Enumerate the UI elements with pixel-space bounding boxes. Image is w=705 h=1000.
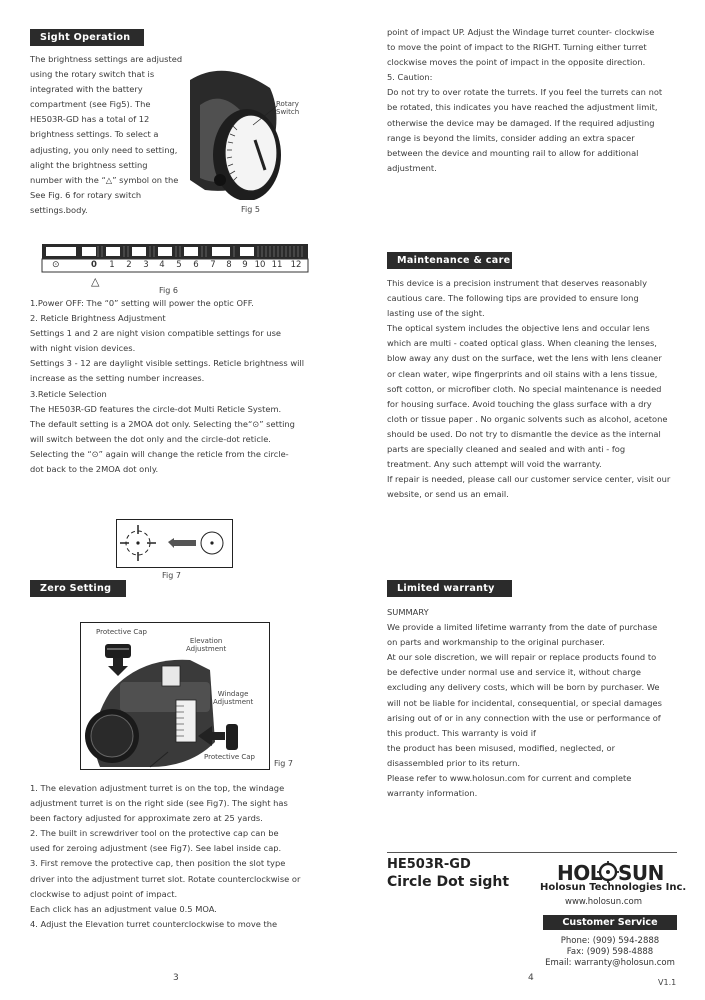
fig6-scale-number: 2	[126, 260, 132, 270]
text-line: to move the point of impact to the RIGHT. Turning either turret	[387, 42, 647, 53]
text-line: settings.body.	[30, 204, 88, 215]
text-line: alight the brightness setting	[30, 159, 148, 170]
fig6-scale-number: 0	[91, 260, 97, 270]
text-line: lasting use of the sight.	[387, 308, 485, 319]
customer-service-fax: Fax: (909) 598-4888	[566, 947, 654, 957]
text-line: Each click has an adjustment value 0.5 MOA.	[30, 903, 217, 914]
text-line: be defective under normal use and service it, without charge	[387, 667, 641, 678]
text-line: integrated with the battery	[30, 84, 143, 95]
fig5-caption: Fig 5	[241, 205, 260, 214]
text-line: driver into the adjustment turret slot. Rotate counterclockwise or	[30, 873, 301, 884]
text-line: point of impact UP. Adjust the Windage turret counter- clockwise	[387, 27, 655, 37]
fig5-rotary-switch-illustration	[185, 60, 305, 200]
text-line: adjustment.	[387, 162, 437, 173]
protective-cap-top-label: Protective Cap	[96, 628, 147, 636]
text-line: between the device and mounting rail to allow for additional	[387, 147, 639, 158]
text-line: 3.Reticle Selection	[30, 388, 107, 399]
text-line: The HE503R-GD features the circle-dot Multi Reticle System.	[30, 403, 282, 414]
continued-paragraph	[387, 25, 662, 176]
fig6-off-symbol: ⊙	[52, 260, 60, 270]
text-line: the product has been misused, modified, neglected, or	[387, 742, 616, 753]
text-line: Settings 1 and 2 are night vision compatible settings for use	[30, 328, 281, 339]
windage-adjustment-label: Windage Adjustment	[213, 690, 254, 706]
text-line: Settings 3 - 12 are daylight visible settings. Reticle brightness will	[30, 358, 305, 369]
fig6-scale-number: 11	[271, 260, 283, 270]
text-line: cloth or tissue paper . No organic solvents such as alcohol, acetone	[387, 413, 668, 424]
text-line: Selecting the “⊙” again will change the reticle from the circle-	[30, 448, 289, 459]
text-line: 1. The elevation adjustment turret is on the top, the windage	[30, 783, 285, 793]
text-line: will switch between the dot only and the circle-dot reticle.	[30, 433, 271, 444]
text-line: clockwise to adjust point of impact.	[30, 888, 178, 899]
text-line: warranty information.	[387, 788, 478, 799]
fig6-scale-number: 3	[143, 260, 149, 270]
text-line: We provide a limited lifetime warranty from the date of purchase	[387, 622, 658, 633]
fig5-rotary-switch-label: Rotary Switch	[276, 100, 300, 116]
text-line: If repair is needed, please call our customer service center, visit our	[387, 474, 671, 485]
zero-setting-paragraph	[30, 781, 300, 932]
fig6-scale-number: 12	[290, 260, 302, 270]
page-number-right: 4	[528, 973, 534, 983]
fig6-caption: Fig 6	[159, 286, 178, 295]
protective-cap-bottom-label: Protective Cap	[204, 753, 255, 761]
text-line: number with the “△” symbol on the	[30, 174, 179, 185]
text-line: with night vision devices.	[30, 343, 136, 354]
text-line: 1.Power OFF: The “0” setting will power the optic OFF.	[30, 298, 254, 308]
settings-paragraph	[30, 296, 304, 477]
customer-service-phone: Phone: (909) 594-2888	[560, 936, 660, 946]
sight-operation-header: Sight Operation	[30, 29, 144, 46]
fig6-scale-number: 10	[254, 260, 266, 270]
limited-warranty-header: Limited warranty	[387, 580, 512, 597]
text-line: 3. First remove the protective cap, then position the slot type	[30, 858, 286, 869]
maintenance-header: Maintenance & care	[387, 252, 512, 269]
text-line: blow away any dust on the surface, wet the lens with lens cleaner	[387, 353, 662, 364]
fig6-scale-number: 5	[176, 260, 182, 270]
text-line: been factory adjusted for approximate zero at 25 yards.	[30, 813, 263, 824]
holosun-logo	[556, 860, 666, 884]
text-line: will not be liable for incidental, consequential, or special damages	[387, 697, 662, 708]
text-line: dot back to the 2MOA dot only.	[30, 464, 159, 475]
page-number-left: 3	[173, 973, 179, 983]
fig7-top-caption: Fig 7	[162, 571, 181, 580]
fig6-scale-number: 1	[109, 260, 115, 270]
fig6-scale-number: 6	[193, 260, 199, 270]
text-line: parts are specially cleaned and sealed and with anti - fog	[387, 444, 626, 455]
text-line: or clean water, wipe fingerprints and oil stains with a lens tissue,	[387, 368, 658, 379]
text-line: Please refer to www.holosun.com for current and complete	[387, 773, 632, 784]
text-line: otherwise the device may be damaged. If the required adjusting	[387, 117, 655, 128]
text-line: which are multi - coated optical glass. When cleaning the lenses,	[387, 338, 657, 349]
text-line: for housing surface. Avoid touching the glass surface with a dry	[387, 398, 652, 409]
footer-divider	[387, 852, 677, 853]
warranty-paragraph	[387, 605, 662, 801]
company-website: www.holosun.com	[565, 897, 642, 907]
fig6-scale-number: 9	[242, 260, 248, 270]
fig6-number-row	[40, 259, 310, 272]
fig6-pointer: △	[91, 275, 100, 288]
fig6-scale-number: 7	[210, 260, 216, 270]
customer-service-email: Email: warranty@holosun.com	[545, 958, 675, 968]
customer-service-header: Customer Service	[543, 915, 677, 930]
text-line: increase as the setting number increases.	[30, 373, 205, 384]
text-line: cautious care. The following tips are provided to ensure long	[387, 293, 639, 304]
text-line: on parts and workmanship to the original purchaser.	[387, 637, 605, 648]
company-name: Holosun Technologies Inc.	[540, 882, 687, 893]
text-line: Do not try to over rotate the turrets. If you feel the turrets can not	[387, 87, 663, 98]
text-line: 2. Reticle Brightness Adjustment	[30, 313, 166, 324]
text-line: used for zeroing adjustment (see Fig7). See label inside cap.	[30, 843, 282, 854]
text-line: The brightness settings are adjusted	[30, 54, 183, 64]
text-line: 4. Adjust the Elevation turret counterclockwise to move the	[30, 918, 278, 929]
fig6-scale-number: 8	[226, 260, 232, 270]
text-line: The default setting is a 2MOA dot only. Selecting the“⊙” setting	[30, 418, 295, 429]
text-line: adjustment turret is on the right side (see Fig7). The sight has	[30, 798, 288, 809]
text-line: disassembled prior to its return.	[387, 757, 520, 768]
text-line: This device is a precision instrument that deserves reasonably	[387, 278, 647, 288]
text-line: treatment. Any such attempt will void the warranty.	[387, 459, 602, 470]
text-line: website, or send us an email.	[387, 489, 509, 500]
text-line: HE503R-GD has a total of 12	[30, 114, 150, 125]
text-line: should be used. Do not try to dismantle the device as the internal	[387, 428, 661, 439]
text-line: At our sole discretion, we will repair or replace products found to	[387, 652, 657, 663]
product-name: Circle Dot sight	[387, 874, 510, 890]
text-line: this product. This warranty is void if	[387, 727, 536, 738]
svg-text:HOL: HOL	[557, 861, 602, 884]
text-line: 2. The built in screwdriver tool on the protective cap can be	[30, 828, 279, 839]
text-line: brightness settings. To select a	[30, 129, 159, 140]
text-line: arising out of or in any connection with the use or performance of	[387, 712, 661, 723]
svg-text:SUN: SUN	[618, 861, 664, 884]
elevation-adjustment-label: Elevation Adjustment	[186, 637, 227, 653]
text-line: See Fig. 6 for rotary switch	[30, 189, 142, 200]
text-line: be rotated, this indicates you have reached the adjustment limit,	[387, 102, 658, 113]
text-line: using the rotary switch that is	[30, 69, 155, 80]
fig6-scale-number: 4	[159, 260, 165, 270]
text-line: range is beyond the limits, consider adding an extra spacer	[387, 132, 635, 143]
text-line: adjusting, you only need to setting,	[30, 144, 178, 155]
sight-operation-paragraph	[30, 52, 182, 218]
text-line: clockwise moves the point of impact in the opposite direction.	[387, 57, 646, 68]
text-line: 5. Caution:	[387, 72, 433, 83]
product-model: HE503R-GD	[387, 857, 471, 872]
version-label: V1.1	[658, 978, 677, 987]
text-line: SUMMARY	[387, 607, 429, 617]
text-line: soft cotton, or microfiber cloth. No special maintenance is needed	[387, 383, 662, 394]
maintenance-paragraph	[387, 276, 670, 502]
text-line: excluding any delivery costs, which will be born by purchaser. We	[387, 682, 660, 693]
zero-setting-header: Zero Setting	[30, 580, 126, 597]
text-line: The optical system includes the objective lens and occular lens	[387, 323, 650, 334]
text-line: compartment (see Fig5). The	[30, 99, 151, 110]
fig7-zero-caption: Fig 7	[274, 759, 293, 768]
fig7-reticle-illustration	[116, 519, 233, 568]
